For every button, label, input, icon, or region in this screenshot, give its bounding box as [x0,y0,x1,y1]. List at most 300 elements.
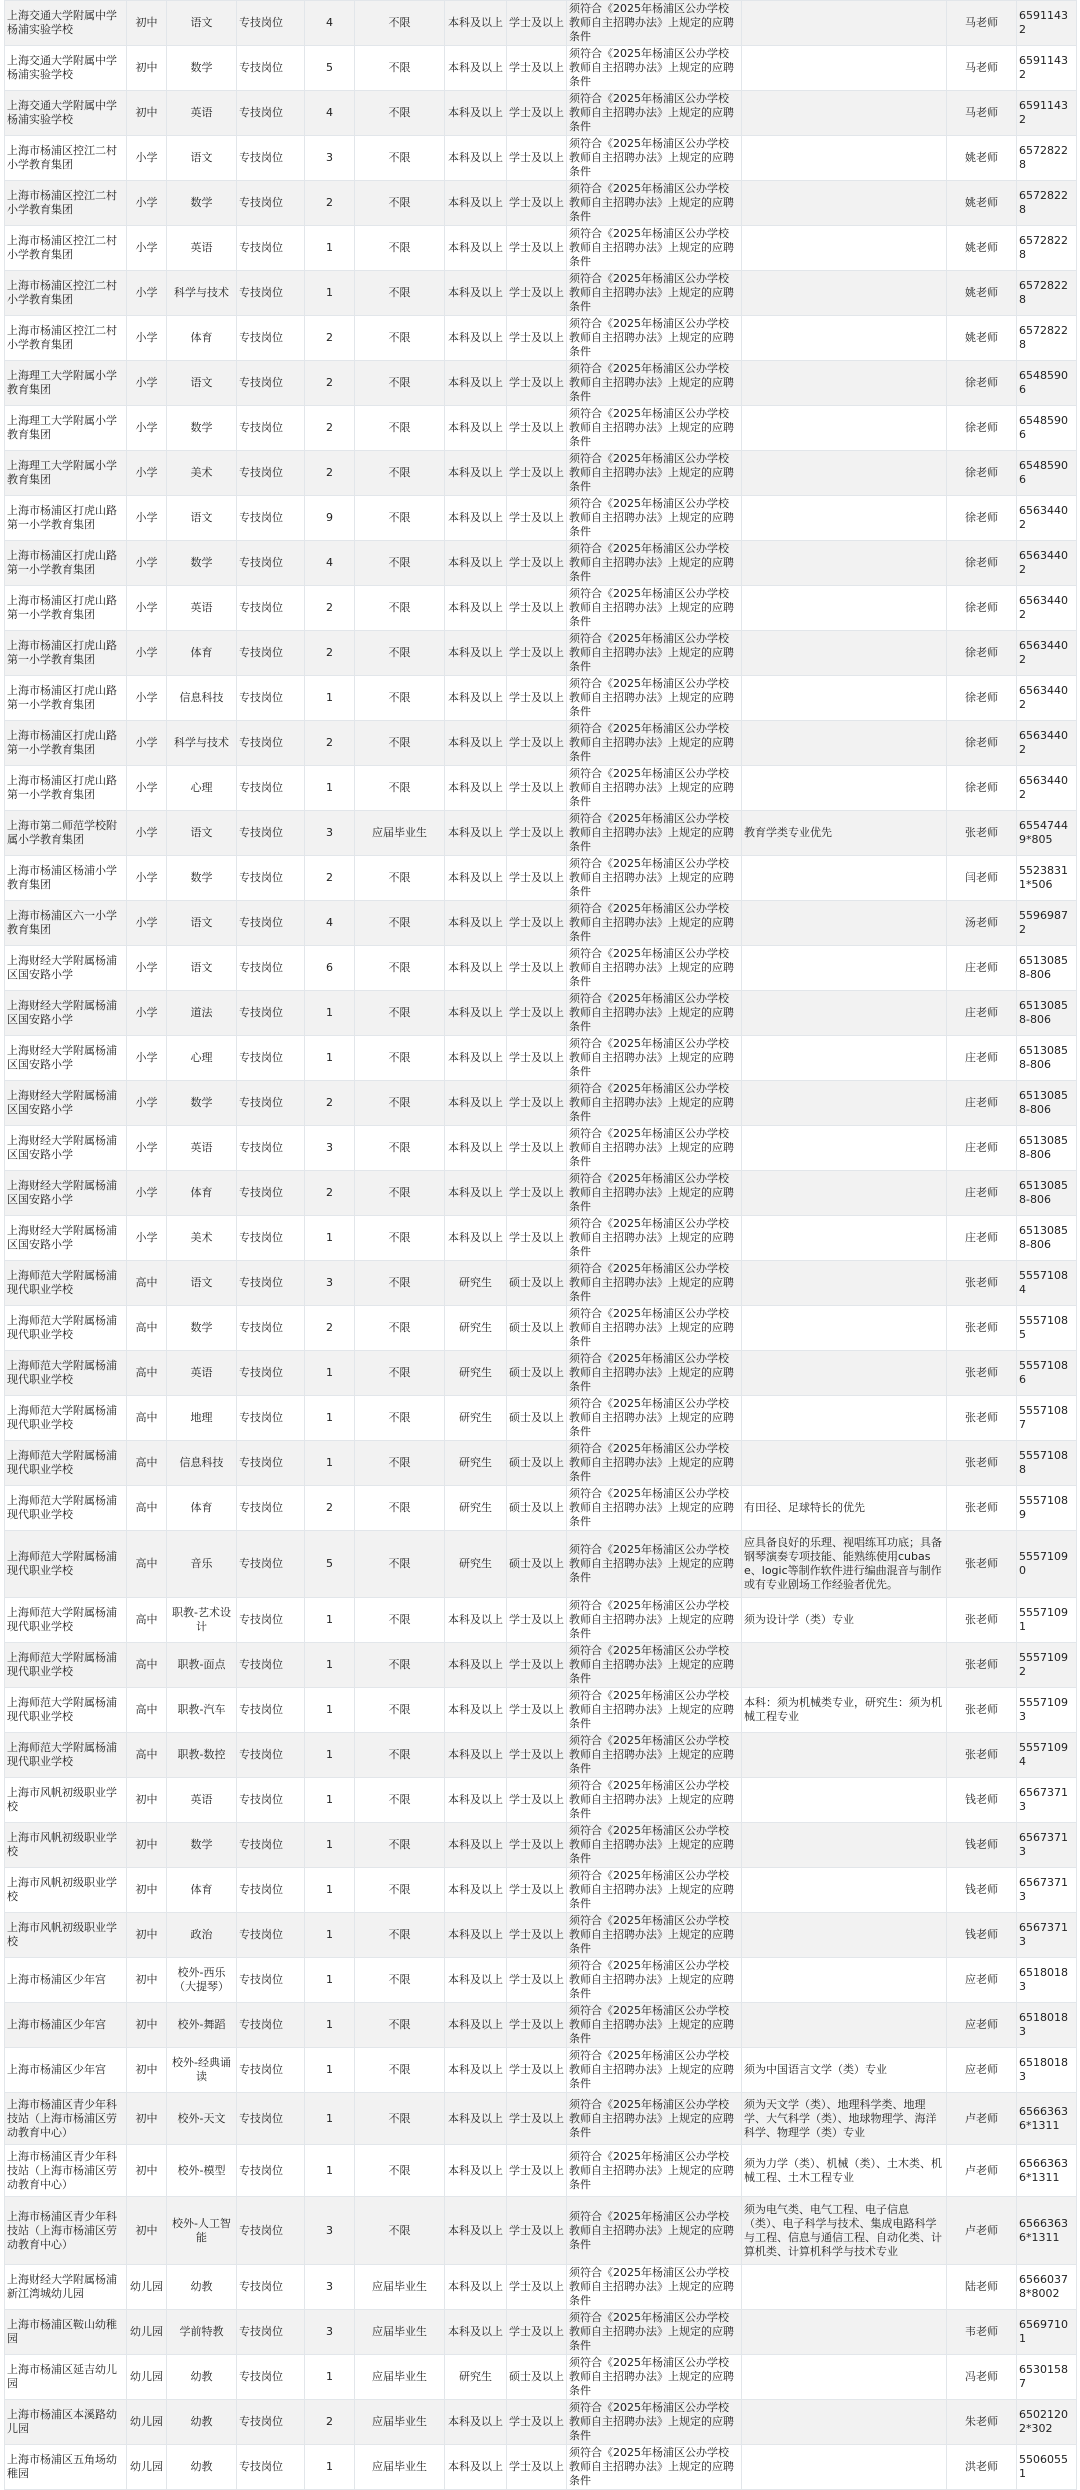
level-cell: 高中 [127,1531,167,1598]
graduate-cell: 不限 [355,721,445,766]
table-row [5,676,1077,721]
degree-cell: 硕士及以上 [507,1306,567,1351]
school-cell: 上海市杨浦区打虎山路第一小学教育集团 [5,676,127,721]
degree-cell: 学士及以上 [507,1171,567,1216]
contact-cell: 应老师 [947,1958,1017,2003]
school-cell: 上海市风帆初级职业学校 [5,1823,127,1868]
level-cell: 初中 [127,1778,167,1823]
school-cell: 上海市杨浦区六一小学教育集团 [5,901,127,946]
degree-cell: 学士及以上 [507,136,567,181]
count-cell: 3 [305,2197,355,2265]
degree-cell: 学士及以上 [507,901,567,946]
education-cell: 本科及以上 [445,631,507,676]
count-cell: 2 [305,631,355,676]
contact-cell: 徐老师 [947,406,1017,451]
degree-cell: 学士及以上 [507,1958,567,2003]
table-row [5,766,1077,811]
degree-cell: 学士及以上 [507,766,567,811]
level-cell: 小学 [127,406,167,451]
count-cell: 2 [305,1486,355,1531]
contact-cell: 庄老师 [947,1126,1017,1171]
contact-cell: 钱老师 [947,1913,1017,1958]
count-cell: 2 [305,586,355,631]
degree-cell: 学士及以上 [507,361,567,406]
count-cell: 1 [305,1441,355,1486]
phone-cell: 65911432 [1017,46,1077,91]
condition-cell: 须符合《2025年杨浦区公办学校教师自主招聘办法》上规定的应聘条件 [567,721,742,766]
phone-cell: 65301587 [1017,2355,1077,2400]
level-cell: 初中 [127,2197,167,2265]
count-cell: 1 [305,676,355,721]
degree-cell: 学士及以上 [507,226,567,271]
phone-cell: 65180183 [1017,2048,1077,2093]
school-cell: 上海市杨浦区本溪路幼儿园 [5,2400,127,2445]
degree-cell: 学士及以上 [507,2400,567,2445]
contact-cell: 陆老师 [947,2265,1017,2310]
degree-cell: 学士及以上 [507,721,567,766]
table-row [5,1958,1077,2003]
school-cell: 上海师范大学附属杨浦现代职业学校 [5,1306,127,1351]
degree-cell: 学士及以上 [507,541,567,586]
subject-cell: 职教-面点 [167,1643,237,1688]
requirement-cell [742,946,947,991]
school-cell: 上海交通大学附属中学杨浦实验学校 [5,91,127,136]
condition-cell: 须符合《2025年杨浦区公办学校教师自主招聘办法》上规定的应聘条件 [567,2003,742,2048]
school-cell: 上海市杨浦区控江二村小学教育集团 [5,136,127,181]
table-row [5,586,1077,631]
subject-cell: 校外-舞蹈 [167,2003,237,2048]
graduate-cell: 不限 [355,1643,445,1688]
post-cell: 专技岗位 [237,451,305,496]
degree-cell: 学士及以上 [507,1868,567,1913]
post-cell: 专技岗位 [237,991,305,1036]
education-cell: 本科及以上 [445,1643,507,1688]
subject-cell: 信息科技 [167,1441,237,1486]
school-cell: 上海市杨浦区控江二村小学教育集团 [5,226,127,271]
school-cell: 上海师范大学附属杨浦现代职业学校 [5,1733,127,1778]
requirement-cell: 须为天文学（类）、地理科学类、地理学、大气科学（类）、地球物理学、海洋科学、物理学（类）专业 [742,2093,947,2145]
degree-cell: 硕士及以上 [507,1396,567,1441]
condition-cell: 须符合《2025年杨浦区公办学校教师自主招聘办法》上规定的应聘条件 [567,856,742,901]
graduate-cell: 不限 [355,1306,445,1351]
condition-cell: 须符合《2025年杨浦区公办学校教师自主招聘办法》上规定的应聘条件 [567,2400,742,2445]
table-row [5,2400,1077,2445]
subject-cell: 道法 [167,991,237,1036]
education-cell: 研究生 [445,1486,507,1531]
table-row [5,136,1077,181]
graduate-cell: 应届毕业生 [355,2445,445,2490]
phone-cell: 65547449*805 [1017,811,1077,856]
degree-cell: 学士及以上 [507,1778,567,1823]
level-cell: 幼儿园 [127,2445,167,2490]
table-row [5,1,1077,46]
requirement-cell [742,46,947,91]
condition-cell: 须符合《2025年杨浦区公办学校教师自主招聘办法》上规定的应聘条件 [567,1396,742,1441]
contact-cell: 钱老师 [947,1778,1017,1823]
requirement-cell [742,1261,947,1306]
condition-cell: 须符合《2025年杨浦区公办学校教师自主招聘办法》上规定的应聘条件 [567,2093,742,2145]
subject-cell: 职教-数控 [167,1733,237,1778]
table-row [5,2003,1077,2048]
contact-cell: 徐老师 [947,766,1017,811]
table-row [5,1643,1077,1688]
subject-cell: 数学 [167,181,237,226]
education-cell: 本科及以上 [445,676,507,721]
contact-cell: 马老师 [947,91,1017,136]
requirement-cell: 须为电气类、电气工程、电子信息（类）、电子科学与技术、集成电路科学与工程、信息与通信工程、自动化类、计算机类、计算机科学与技术专业 [742,2197,947,2265]
subject-cell: 语文 [167,136,237,181]
education-cell: 本科及以上 [445,1126,507,1171]
phone-cell: 65634402 [1017,721,1077,766]
requirement-cell [742,316,947,361]
phone-cell: 65485906 [1017,406,1077,451]
subject-cell: 政治 [167,1913,237,1958]
school-cell: 上海财经大学附属杨浦新江湾城幼儿园 [5,2265,127,2310]
school-cell: 上海市杨浦区打虎山路第一小学教育集团 [5,586,127,631]
degree-cell: 学士及以上 [507,181,567,226]
degree-cell: 学士及以上 [507,2145,567,2197]
level-cell: 小学 [127,226,167,271]
degree-cell: 学士及以上 [507,676,567,721]
education-cell: 本科及以上 [445,46,507,91]
table-row [5,1306,1077,1351]
condition-cell: 须符合《2025年杨浦区公办学校教师自主招聘办法》上规定的应聘条件 [567,1958,742,2003]
table-row [5,451,1077,496]
requirement-cell [742,406,947,451]
phone-cell: 65634402 [1017,496,1077,541]
degree-cell: 学士及以上 [507,2048,567,2093]
school-cell: 上海市杨浦区控江二村小学教育集团 [5,271,127,316]
contact-cell: 应老师 [947,2003,1017,2048]
graduate-cell: 不限 [355,631,445,676]
requirement-cell [742,541,947,586]
school-cell: 上海财经大学附属杨浦区国安路小学 [5,1126,127,1171]
contact-cell: 庄老师 [947,1171,1017,1216]
table-row [5,631,1077,676]
education-cell: 本科及以上 [445,496,507,541]
education-cell: 本科及以上 [445,2093,507,2145]
post-cell: 专技岗位 [237,856,305,901]
post-cell: 专技岗位 [237,1958,305,2003]
subject-cell: 语文 [167,1,237,46]
contact-cell: 马老师 [947,1,1017,46]
education-cell: 本科及以上 [445,316,507,361]
degree-cell: 学士及以上 [507,2093,567,2145]
subject-cell: 幼教 [167,2445,237,2490]
level-cell: 高中 [127,1441,167,1486]
degree-cell: 学士及以上 [507,406,567,451]
requirement-cell [742,721,947,766]
education-cell: 本科及以上 [445,721,507,766]
subject-cell: 科学与技术 [167,271,237,316]
education-cell: 本科及以上 [445,91,507,136]
graduate-cell: 不限 [355,586,445,631]
post-cell: 专技岗位 [237,1531,305,1598]
subject-cell: 数学 [167,1823,237,1868]
school-cell: 上海财经大学附属杨浦区国安路小学 [5,1216,127,1261]
condition-cell: 须符合《2025年杨浦区公办学校教师自主招聘办法》上规定的应聘条件 [567,316,742,361]
table-row [5,1351,1077,1396]
count-cell: 1 [305,1868,355,1913]
condition-cell: 须符合《2025年杨浦区公办学校教师自主招聘办法》上规定的应聘条件 [567,1688,742,1733]
count-cell: 1 [305,1396,355,1441]
contact-cell: 张老师 [947,1733,1017,1778]
graduate-cell: 不限 [355,226,445,271]
requirement-cell [742,1868,947,1913]
count-cell: 4 [305,91,355,136]
level-cell: 幼儿园 [127,2265,167,2310]
graduate-cell: 不限 [355,181,445,226]
degree-cell: 学士及以上 [507,91,567,136]
contact-cell: 庄老师 [947,946,1017,991]
school-cell: 上海师范大学附属杨浦现代职业学校 [5,1396,127,1441]
condition-cell: 须符合《2025年杨浦区公办学校教师自主招聘办法》上规定的应聘条件 [567,1531,742,1598]
count-cell: 2 [305,406,355,451]
condition-cell: 须符合《2025年杨浦区公办学校教师自主招聘办法》上规定的应聘条件 [567,361,742,406]
count-cell: 5 [305,46,355,91]
post-cell: 专技岗位 [237,1351,305,1396]
level-cell: 小学 [127,766,167,811]
count-cell: 1 [305,1778,355,1823]
contact-cell: 朱老师 [947,2400,1017,2445]
school-cell: 上海市杨浦区少年宫 [5,2048,127,2093]
school-cell: 上海理工大学附属小学教育集团 [5,406,127,451]
school-cell: 上海师范大学附属杨浦现代职业学校 [5,1688,127,1733]
phone-cell: 65673713 [1017,1778,1077,1823]
degree-cell: 学士及以上 [507,1081,567,1126]
education-cell: 本科及以上 [445,1171,507,1216]
subject-cell: 语文 [167,1261,237,1306]
degree-cell: 学士及以上 [507,811,567,856]
subject-cell: 校外-西乐（大提琴） [167,1958,237,2003]
graduate-cell: 不限 [355,2093,445,2145]
count-cell: 1 [305,1598,355,1643]
degree-cell: 学士及以上 [507,2003,567,2048]
degree-cell: 学士及以上 [507,946,567,991]
phone-cell: 65130858-806 [1017,991,1077,1036]
contact-cell: 姚老师 [947,136,1017,181]
post-cell: 专技岗位 [237,2445,305,2490]
post-cell: 专技岗位 [237,2197,305,2265]
condition-cell: 须符合《2025年杨浦区公办学校教师自主招聘办法》上规定的应聘条件 [567,451,742,496]
graduate-cell: 不限 [355,1778,445,1823]
phone-cell: 65911432 [1017,91,1077,136]
table-row [5,46,1077,91]
requirement-cell: 有田径、足球特长的优先 [742,1486,947,1531]
graduate-cell: 不限 [355,271,445,316]
condition-cell: 须符合《2025年杨浦区公办学校教师自主招聘办法》上规定的应聘条件 [567,1306,742,1351]
condition-cell: 须符合《2025年杨浦区公办学校教师自主招聘办法》上规定的应聘条件 [567,1441,742,1486]
table-row [5,1531,1077,1598]
contact-cell: 姚老师 [947,316,1017,361]
level-cell: 小学 [127,586,167,631]
post-cell: 专技岗位 [237,496,305,541]
subject-cell: 语文 [167,901,237,946]
condition-cell: 须符合《2025年杨浦区公办学校教师自主招聘办法》上规定的应聘条件 [567,496,742,541]
graduate-cell: 不限 [355,946,445,991]
contact-cell: 钱老师 [947,1868,1017,1913]
requirement-cell [742,586,947,631]
school-cell: 上海理工大学附属小学教育集团 [5,451,127,496]
table-row [5,181,1077,226]
graduate-cell: 不限 [355,2048,445,2093]
level-cell: 初中 [127,91,167,136]
table-row [5,361,1077,406]
school-cell: 上海市风帆初级职业学校 [5,1913,127,1958]
graduate-cell: 不限 [355,1868,445,1913]
contact-cell: 张老师 [947,1441,1017,1486]
school-cell: 上海财经大学附属杨浦区国安路小学 [5,1081,127,1126]
graduate-cell: 不限 [355,136,445,181]
education-cell: 本科及以上 [445,2048,507,2093]
education-cell: 本科及以上 [445,1216,507,1261]
level-cell: 幼儿园 [127,2400,167,2445]
contact-cell: 张老师 [947,1261,1017,1306]
count-cell: 2 [305,1306,355,1351]
education-cell: 本科及以上 [445,271,507,316]
post-cell: 专技岗位 [237,1396,305,1441]
contact-cell: 应老师 [947,2048,1017,2093]
post-cell: 专技岗位 [237,1868,305,1913]
level-cell: 小学 [127,451,167,496]
count-cell: 1 [305,1958,355,2003]
post-cell: 专技岗位 [237,1216,305,1261]
phone-cell: 65673713 [1017,1913,1077,1958]
requirement-cell [742,1171,947,1216]
contact-cell: 钱老师 [947,1823,1017,1868]
count-cell: 3 [305,811,355,856]
contact-cell: 徐老师 [947,676,1017,721]
requirement-cell [742,2355,947,2400]
table-row [5,1913,1077,1958]
phone-cell: 65485906 [1017,451,1077,496]
subject-cell: 英语 [167,1126,237,1171]
condition-cell: 须符合《2025年杨浦区公办学校教师自主招聘办法》上规定的应聘条件 [567,1643,742,1688]
level-cell: 小学 [127,811,167,856]
condition-cell: 须符合《2025年杨浦区公办学校教师自主招聘办法》上规定的应聘条件 [567,2145,742,2197]
level-cell: 初中 [127,2093,167,2145]
level-cell: 高中 [127,1351,167,1396]
school-cell: 上海市杨浦区杨浦小学教育集团 [5,856,127,901]
phone-cell: 65130858-806 [1017,946,1077,991]
level-cell: 初中 [127,1913,167,1958]
phone-cell: 55060551 [1017,2445,1077,2490]
level-cell: 小学 [127,136,167,181]
degree-cell: 学士及以上 [507,991,567,1036]
post-cell: 专技岗位 [237,2310,305,2355]
contact-cell: 张老师 [947,1396,1017,1441]
phone-cell: 55571092 [1017,1643,1077,1688]
requirement-cell [742,226,947,271]
contact-cell: 汤老师 [947,901,1017,946]
graduate-cell: 应届毕业生 [355,2265,445,2310]
post-cell: 专技岗位 [237,1688,305,1733]
graduate-cell: 不限 [355,1688,445,1733]
table-row [5,91,1077,136]
condition-cell: 须符合《2025年杨浦区公办学校教师自主招聘办法》上规定的应聘条件 [567,811,742,856]
count-cell: 9 [305,496,355,541]
requirement-cell [742,1306,947,1351]
level-cell: 小学 [127,361,167,406]
school-cell: 上海师范大学附属杨浦现代职业学校 [5,1643,127,1688]
level-cell: 小学 [127,271,167,316]
degree-cell: 硕士及以上 [507,1486,567,1531]
degree-cell: 学士及以上 [507,2445,567,2490]
count-cell: 3 [305,1126,355,1171]
table-row [5,496,1077,541]
post-cell: 专技岗位 [237,1823,305,1868]
requirement-cell [742,991,947,1036]
level-cell: 小学 [127,496,167,541]
condition-cell: 须符合《2025年杨浦区公办学校教师自主招聘办法》上规定的应聘条件 [567,766,742,811]
count-cell: 6 [305,946,355,991]
degree-cell: 学士及以上 [507,271,567,316]
post-cell: 专技岗位 [237,136,305,181]
contact-cell: 卢老师 [947,2197,1017,2265]
contact-cell: 韦老师 [947,2310,1017,2355]
count-cell: 1 [305,766,355,811]
education-cell: 本科及以上 [445,901,507,946]
post-cell: 专技岗位 [237,1306,305,1351]
phone-cell: 55571090 [1017,1531,1077,1598]
contact-cell: 庄老师 [947,991,1017,1036]
requirement-cell [742,1,947,46]
education-cell: 研究生 [445,1261,507,1306]
level-cell: 小学 [127,631,167,676]
subject-cell: 数学 [167,406,237,451]
table-body [5,1,1077,2490]
graduate-cell: 应届毕业生 [355,2310,445,2355]
table-row [5,2445,1077,2490]
recruitment-table [4,0,1077,2490]
requirement-cell [742,2445,947,2490]
condition-cell: 须符合《2025年杨浦区公办学校教师自主招聘办法》上规定的应聘条件 [567,406,742,451]
subject-cell: 心理 [167,1036,237,1081]
phone-cell: 65663636*1311 [1017,2197,1077,2265]
count-cell: 4 [305,901,355,946]
condition-cell: 须符合《2025年杨浦区公办学校教师自主招聘办法》上规定的应聘条件 [567,1261,742,1306]
graduate-cell: 不限 [355,541,445,586]
education-cell: 本科及以上 [445,2003,507,2048]
contact-cell: 庄老师 [947,1216,1017,1261]
education-cell: 研究生 [445,1531,507,1598]
school-cell: 上海财经大学附属杨浦区国安路小学 [5,991,127,1036]
phone-cell: 55571093 [1017,1688,1077,1733]
school-cell: 上海市第二师范学校附属小学教育集团 [5,811,127,856]
phone-cell: 65130858-806 [1017,1036,1077,1081]
count-cell: 1 [305,2003,355,2048]
school-cell: 上海市杨浦区打虎山路第一小学教育集团 [5,496,127,541]
table-row [5,1868,1077,1913]
graduate-cell: 不限 [355,1,445,46]
school-cell: 上海师范大学附属杨浦现代职业学校 [5,1531,127,1598]
post-cell: 专技岗位 [237,586,305,631]
level-cell: 初中 [127,1958,167,2003]
post-cell: 专技岗位 [237,2400,305,2445]
subject-cell: 校外-天文 [167,2093,237,2145]
count-cell: 1 [305,1351,355,1396]
table-row [5,406,1077,451]
table-row [5,1126,1077,1171]
graduate-cell: 不限 [355,1081,445,1126]
graduate-cell: 不限 [355,766,445,811]
graduate-cell: 不限 [355,1733,445,1778]
school-cell: 上海市杨浦区青少年科技站（上海市杨浦区劳动教育中心） [5,2197,127,2265]
degree-cell: 学士及以上 [507,2265,567,2310]
phone-cell: 55571091 [1017,1598,1077,1643]
requirement-cell [742,1913,947,1958]
graduate-cell: 不限 [355,316,445,361]
